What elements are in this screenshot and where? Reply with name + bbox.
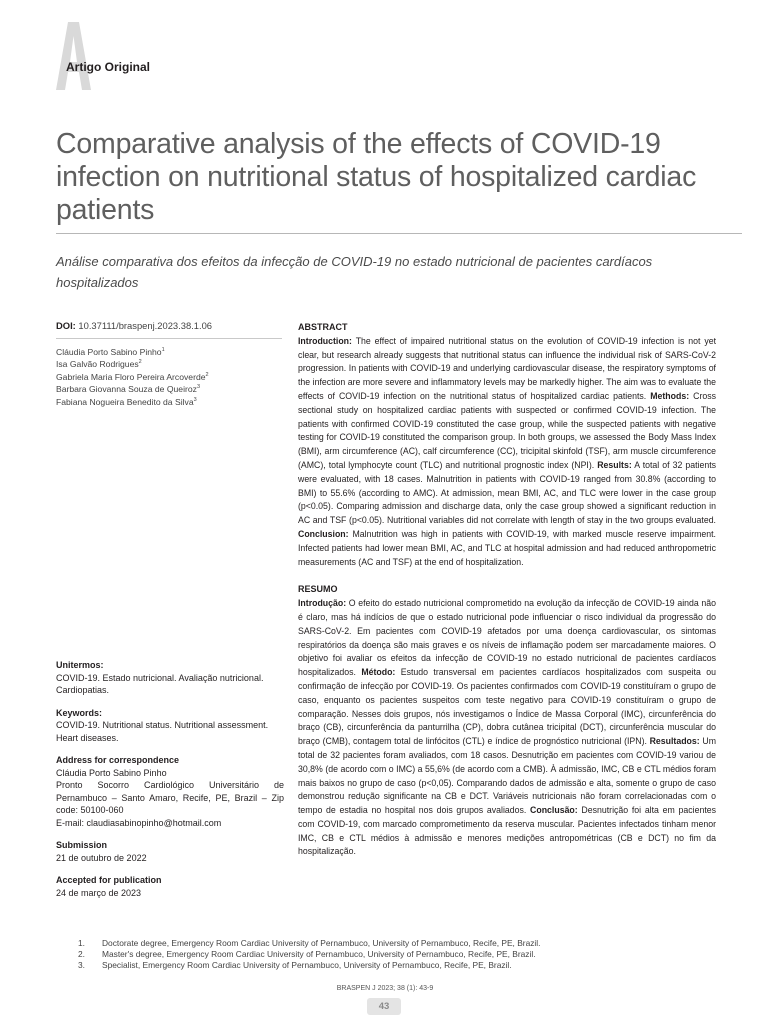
resumo-heading: RESUMO [298,584,338,595]
submission-date: 21 de outubro de 2022 [56,852,147,863]
journal-reference: BRASPEN J 2023; 38 (1): 43-9 [336,985,434,992]
author: Barbara Giovanna Souza de Queiroz$^3$ [56,384,200,395]
article-subtitle: Análise comparativa dos efeitos da infecção de COVID-19 no estado nutricional de pacientes cardíacos hospitalizados [56,254,653,290]
author-list [56,345,284,407]
address-heading: Address for correspondence [56,755,180,765]
author: Fabiana Nogueira Benedito da Silva$^3$ [56,396,197,407]
submission-block [56,839,284,864]
keywords-text: COVID-19. Nutritional status. Nutritional assessment. Heart diseases. [56,720,269,743]
article-sidebar [56,659,284,909]
address-block [56,754,284,829]
section-label: Artigo Original [66,60,150,74]
page-number: 43 [367,998,401,1015]
footnotes [78,938,718,970]
accepted-date: 24 de março de 2023 [56,887,142,898]
meta-divider [56,338,282,339]
correspondence-name: Cláudia Porto Sabino Pinho [56,767,167,778]
article-meta [56,320,284,407]
author: Gabriela Maria Floro Pereira Arcoverde$^2$ [56,371,209,382]
submission-heading: Submission [56,840,108,850]
doi [56,320,284,331]
abstract-text: Introduction: The effect of impaired nutritional status on the evolution of COVID-19 infection is not yet clear, but research already suggests that nutritional status can influence the individual risk of SARS-CoV-2 progression. In patients with COVID-19 and underlying cardiovascular disease, the respiratory symptoms of the infection are more severe and inflammatory levels may be markedly higher. The aim was to evaluate the effects of COVID-19 infection on the nutritional status of hospitalized cardiac patients. Methods: Cross sectional study on hospitalized cardiac patients with suspected or confirmed COVID-19 infection. The patients with confirmed COVID-19 constituted the case group, while the suspected patients with negative testing for COVID-19 constituted the comparison group. In both groups, we assessed the Body Mass Index (BMI), arm circumference (AC), calf circumference (CC), tricipital skinfold (TSF), arm muscle circumference (AMC), total lymphocyte count (TLC) and nutritional prognostic index (NPI). Results: A total of 32 patients were evaluated, with 18 cases. Malnutrition in patients with COVID-19 ranged from 30.8% (according to BMI) to 55.6% (according to AMC). At admission, mean BMI, AC, and TLC were lower in the case group (p<0.05). Comparing admission and discharge data, only the case group showed a significant reduction in AC and TSF (p<0.05). Nutritional variables did not correlate with length of stay in the two groups evaluated. Conclusion: Malnutrition was high in patients with COVID-19, with marked muscle reserve impairment. Infected patients had lower mean BMI, AC, and TLC at hospital admission and had reduced anthropometric measurements (AC and TSF) at the end of hospitalization. [298,335,717,567]
accepted-heading: Accepted for publication [56,875,162,885]
unitermos-heading: Unitermos: [56,660,104,670]
footnote: 3. Specialist, Emergency Room Cardiac University of Pernambuco, University of Pernambuco, Recife, PE, Brazil. [78,959,512,970]
author: Isa Galvão Rodrigues$^2$ [56,359,142,370]
footnote: 1. Doctorate degree, Emergency Room Cardiac University of Pernambuco, University of Pernambuco, Recife, PE, Brazil. [78,938,541,948]
abstract-column [298,321,716,859]
abstract-heading: ABSTRACT [298,322,348,332]
title-divider [56,233,742,234]
doi-label: DOI: [56,320,76,331]
section-letter-logo [55,22,91,90]
resumo-text: Introdução: O efeito do estado nutricional comprometido na evolução da infecção de COVID-19 ainda não é claro, mas há indícios de que o estado nutricional pode influenciar o risco individual da progressão do SARS-CoV-2. Em pacientes com COVID-19 afetados por uma doença cardiovascular, os sintomas respiratórios da doença são mais graves e os níveis de inflamação podem ser marcadamente maiores. O objetivo foi avaliar os efeitos da infecção de COVID-19 no estado nutricional de pacientes cardíacos hospitalizados. Método: Estudo transversal em pacientes cardíacos hospitalizados com suspeita ou confirmação de infecção por COVID-19. Os pacientes confirmados com COVID-19 constituíram o grupo de caso, enquanto os pacientes suspeitos com teste negativo para COVID-19 constituíram o grupo de comparação. Nesses dois grupos, nós investigamos o Índice de Massa Corporal (IMC), circunferência do braço (CB), circunferência da panturrilha (CP), dobra cutânea tricipital (DCT), circunferência muscular do braço (CMB), contagem total de linfócitos (CTL) e índice de prognóstico nutricional (IPN). Resultados: Um total de 32 pacientes foram avaliados, com 18 casos. Desnutrição em pacientes com COVID-19 variou de 30,8% (de acordo com o IMC) a 55,6% (de acordo com a CMB). À admissão, IMC, CB e CTL médios foram mais baixos no grupo de caso (p<0,05). Comparando dados de admissão e alta, somente o grupo de caso demonstrou redução significante na CB e DCT. Variáveis nutricionais não foram correlacionadas com o tempo de estadia no hospital nos dois grupos avaliados. Conclusão: Desnutrição foi alta em pacientes com COVID-19, com marcado comprometimento da reserva muscular. Pacientes infectados tinham menor IMC, CB e CTL médios à admissão e menores medições antropométricas (CB e DCT) no fim da hospitalização. [298,598,716,857]
article-title: Comparative analysis of the effects of COVID-19 infection on nutritional status of hospitalized cardiac patients [56,128,697,226]
keywords-block [56,707,284,745]
footnote: 2. Master's degree, Emergency Room Cardiac University of Pernambuco, University of Pernambuco, Recife, PE, Brazil. [78,948,536,959]
doi-link[interactable]: 10.37111/braspenj.2023.38.1.06 [75,320,213,331]
author: Cláudia Porto Sabino Pinho$^1$ [56,346,165,357]
accepted-block [56,874,284,899]
correspondence-address: Pronto Socorro Cardiológico Universitário de Pernambuco – Santo Amaro, Recife, PE, Brazil – Zip code: 50100-060 [56,780,284,815]
unitermos-block [56,659,284,697]
keywords-heading: Keywords: [56,707,103,718]
unitermos-text: COVID-19. Estado nutricional. Avaliação nutricional. Cardiopatias. [56,672,264,695]
correspondence-email[interactable]: E-mail: claudiasabinopinho@hotmail.com [56,817,222,828]
